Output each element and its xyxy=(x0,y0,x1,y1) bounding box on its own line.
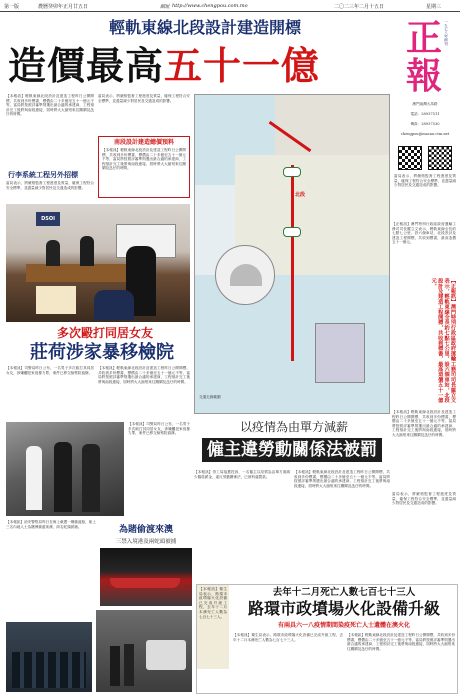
map-inset-photo xyxy=(315,323,365,383)
labour-kicker: 以疫情為由單方減薪 xyxy=(239,420,348,434)
dsoi-photo xyxy=(6,204,190,322)
rail-line xyxy=(291,165,294,361)
officer-2 xyxy=(82,444,100,512)
police-line-photo xyxy=(6,622,92,692)
masthead-char-1: 正 xyxy=(406,18,443,59)
map-label-station: 北段 xyxy=(295,192,306,198)
masthead-notes: 當局表示，將嚴格監督工程進度及質量，確保工程符合安全標準，並盡量減少對居民及交通造成的影響。 xyxy=(394,174,456,188)
smuggle-boat-photo xyxy=(100,548,192,606)
crime-kicker: 多次毆打同居女友 xyxy=(56,326,153,340)
gregorian-date: 二〇二三年二月十五日 xyxy=(334,4,385,10)
covid-kicker: 去年十二月死亡人數七百七十三人 xyxy=(272,587,416,598)
labour-body-col1: 【本報訊】勞工局接獲投訴，一名僱主以疫情為由單方面減少僱員薪金，違反勞動關係法，已被科處罰款。 xyxy=(194,470,290,479)
labour-body-col2: 【本報訊】輕軌東線北段設計及建造工程昨日公開開標，共收到多份標書，標價由二十多億至五十一億元不等，當局將按照評審準則選出最合適的承建商，工程預計完工後將與南段連接，屆時將大大縮短來往關閘及氹仔的時間。 xyxy=(294,470,390,488)
side-column-text: 【正報訊】澳門特別行政區政府運輸工務司司長羅立文表示，輕軌東線全長約七點七公里，設六個車站，北段設計及建造工程開標，共收到標書，最高造價五十一億元。 xyxy=(392,222,456,245)
crime-photo xyxy=(6,422,124,516)
lead-body-col2: 當局表示，將嚴格監督工程進度及質量，確保工程符合安全標準，並盡量減少對居民及交通造成的影響。 xyxy=(98,94,190,103)
crime-body-col3: 【本報訊】司警局昨日公布，一名男子多次毆打其同居女友，涉嫌觸犯家庭暴力罪，案件已移交檢察院偵辦。 xyxy=(128,422,190,436)
lead-kicker: 輕軌東線北段設計建造開標 xyxy=(108,18,301,37)
masthead-founded: 一九七八年創刊 xyxy=(444,20,449,46)
police-van xyxy=(146,640,186,670)
website-link[interactable]: http://www.chengpou.com.mo xyxy=(172,3,248,9)
lead-box-title: 南段設計建造總價預料 xyxy=(113,139,174,146)
labour-headline: 僱主違勞動關係法被罰 xyxy=(202,438,382,462)
masthead-char-2: 報 xyxy=(406,56,443,97)
rail-map xyxy=(194,94,390,414)
lead-headline-red: 五十一億 xyxy=(164,44,321,88)
smuggle-subhead: 三禁入境港及兩蛇頭被捕 xyxy=(115,539,177,545)
masthead xyxy=(392,14,458,220)
masthead-fax: 傳真：28937530 xyxy=(410,122,440,126)
map-caption: 交通走廊範圍 xyxy=(199,395,221,399)
covid-body-col2: 【本報訊】輕軌東線北段設計及建造工程昨日公開開標，共收到多份標書，標價由二十多億至五十一億元不等，當局將按照評審準則選出最合適的承建商，工程預計完工後將與南段連接，屆時將大大縮短來往關閘及氹仔的時間。 xyxy=(347,633,455,651)
qr-code-2-icon[interactable] xyxy=(428,146,452,170)
dsoi-headline: 行李系統工程另外招標 xyxy=(8,171,78,179)
person-1 xyxy=(46,240,60,266)
crime-body-col1: 【本報訊】司警局昨日公布，一名男子多次毆打其同居女友，涉嫌觸犯家庭暴力罪，案件已移交檢察院偵辦。 xyxy=(6,366,94,375)
document-boxes xyxy=(36,286,76,314)
dsoi-body: 當局表示，將嚴格監督工程進度及質量，確保工程符合安全標準，並盡量減少對居民及交通造成的影響。 xyxy=(6,181,94,190)
lead-box xyxy=(98,136,190,198)
person-4 xyxy=(94,290,134,320)
weekday: 星期三 xyxy=(426,4,442,10)
police-van-photo xyxy=(96,610,192,692)
crime-headline: 莊荷涉家暴移檢院 xyxy=(30,342,174,363)
covid-sidebar xyxy=(197,585,229,669)
side-column-body: 【本報訊】輕軌東線北段設計及建造工程昨日公開開標，共收到多份標書，標價由二十多億至五十一億元不等，當局將按照評審準則選出最合適的承建商，工程預計完工後將與南段連接，屆時將大大縮短來往關閘及氹仔的時間。 xyxy=(392,410,456,437)
lead-box-text: 【本報訊】輕軌東線北段設計及建造工程昨日公開開標，共收到多份標書，標價由二十多億至五十一億元不等，當局將按照評審準則選出最合適的承建商，工程預計完工後將與南段連接，屆時將大大縮短來往關閘及氹仔的時間。 xyxy=(102,148,186,171)
qr-code-1-icon[interactable] xyxy=(398,146,422,170)
page-header xyxy=(0,0,460,12)
dsoi-sign xyxy=(36,212,60,226)
lunar-date: 農曆癸卯年正月廿五日 xyxy=(38,4,89,10)
police-officers xyxy=(12,652,86,688)
smuggle-headline: 為賭偷渡來澳 xyxy=(118,525,173,535)
crime-body-col2: 【本報訊】輕軌東線北段設計及建造工程昨日公開開標，共收到多份標書，標價由二十多億至五十一億元不等，當局將按照評審準則選出最合適的承建商，工程預計完工後將與南段連接，屆時將大大縮短來往關閘及氹仔的時間。 xyxy=(98,366,190,384)
covid-headline: 路環市政墳場火化設備升級 xyxy=(247,599,440,618)
officer-3 xyxy=(110,646,120,686)
officer-4 xyxy=(124,644,134,686)
suspect xyxy=(26,446,42,510)
covid-sidebar-text: 【本報訊】衛生局表示，路環市政墳場火化設備已完成升級工程，去年十二月本澳死亡人數為七百七十三人。 xyxy=(199,587,227,619)
website-prefix: 網址 xyxy=(160,4,171,10)
covid-story xyxy=(196,584,458,694)
masthead-phone: 電話：28937511 xyxy=(410,112,440,116)
side-column-red: 【正報訊】澳門特別行政區政府運輸工務司司長羅立文表示，輕軌東線全長約七點七公里，設六個車站，北段設計及建造工程開標，共收到標書，最高造價五十一億元。 xyxy=(430,278,456,403)
covid-subhead: 有兩具六一八疫情期間染疫死亡人士遺體在澳火化 xyxy=(277,622,410,629)
officer-1 xyxy=(54,442,72,512)
dsoi-sign-text: DSOI xyxy=(41,216,55,222)
masthead-email: chengpou@macau.ctm.net xyxy=(400,132,450,136)
person-2 xyxy=(80,236,94,266)
page-label: 第一版 xyxy=(4,4,20,10)
lead-body-col1: 【本報訊】輕軌東線北段設計及建造工程昨日公開開標，共收到多份標書，標價由二十多億至五十一億元不等，當局將按照評審準則選出最合適的承建商，工程預計完工後將與南段連接，屆時將大大縮短來往關閘及氹仔的時間。 xyxy=(6,94,94,117)
masthead-address: 澳門南灣大馬路 xyxy=(412,102,438,106)
smuggle-body: 【本報訊】治安警察局昨日在海上截獲一艘偷渡船，船上三名內地人士為賭博偷渡來澳，兩名蛇頭被捕。 xyxy=(6,520,96,529)
boat-hull xyxy=(110,578,180,588)
map-inset-tunnel xyxy=(215,245,275,305)
station-mid[interactable] xyxy=(283,227,301,237)
lead-headline xyxy=(8,44,388,88)
lead-headline-black: 造價最高 xyxy=(8,44,165,88)
covid-body-col1: 【本報訊】衛生局表示，路環市政墳場火化設備已完成升級工程，去年十二月本澳死亡人數為七百七十三人。 xyxy=(233,633,343,642)
side-column xyxy=(390,222,458,490)
labour-body-col3: 當局表示，將嚴格監督工程進度及質量，確保工程符合安全標準，並盡量減少對居民及交通造成的影響。 xyxy=(392,492,456,506)
station-north[interactable] xyxy=(283,167,301,177)
map-land xyxy=(275,95,390,155)
